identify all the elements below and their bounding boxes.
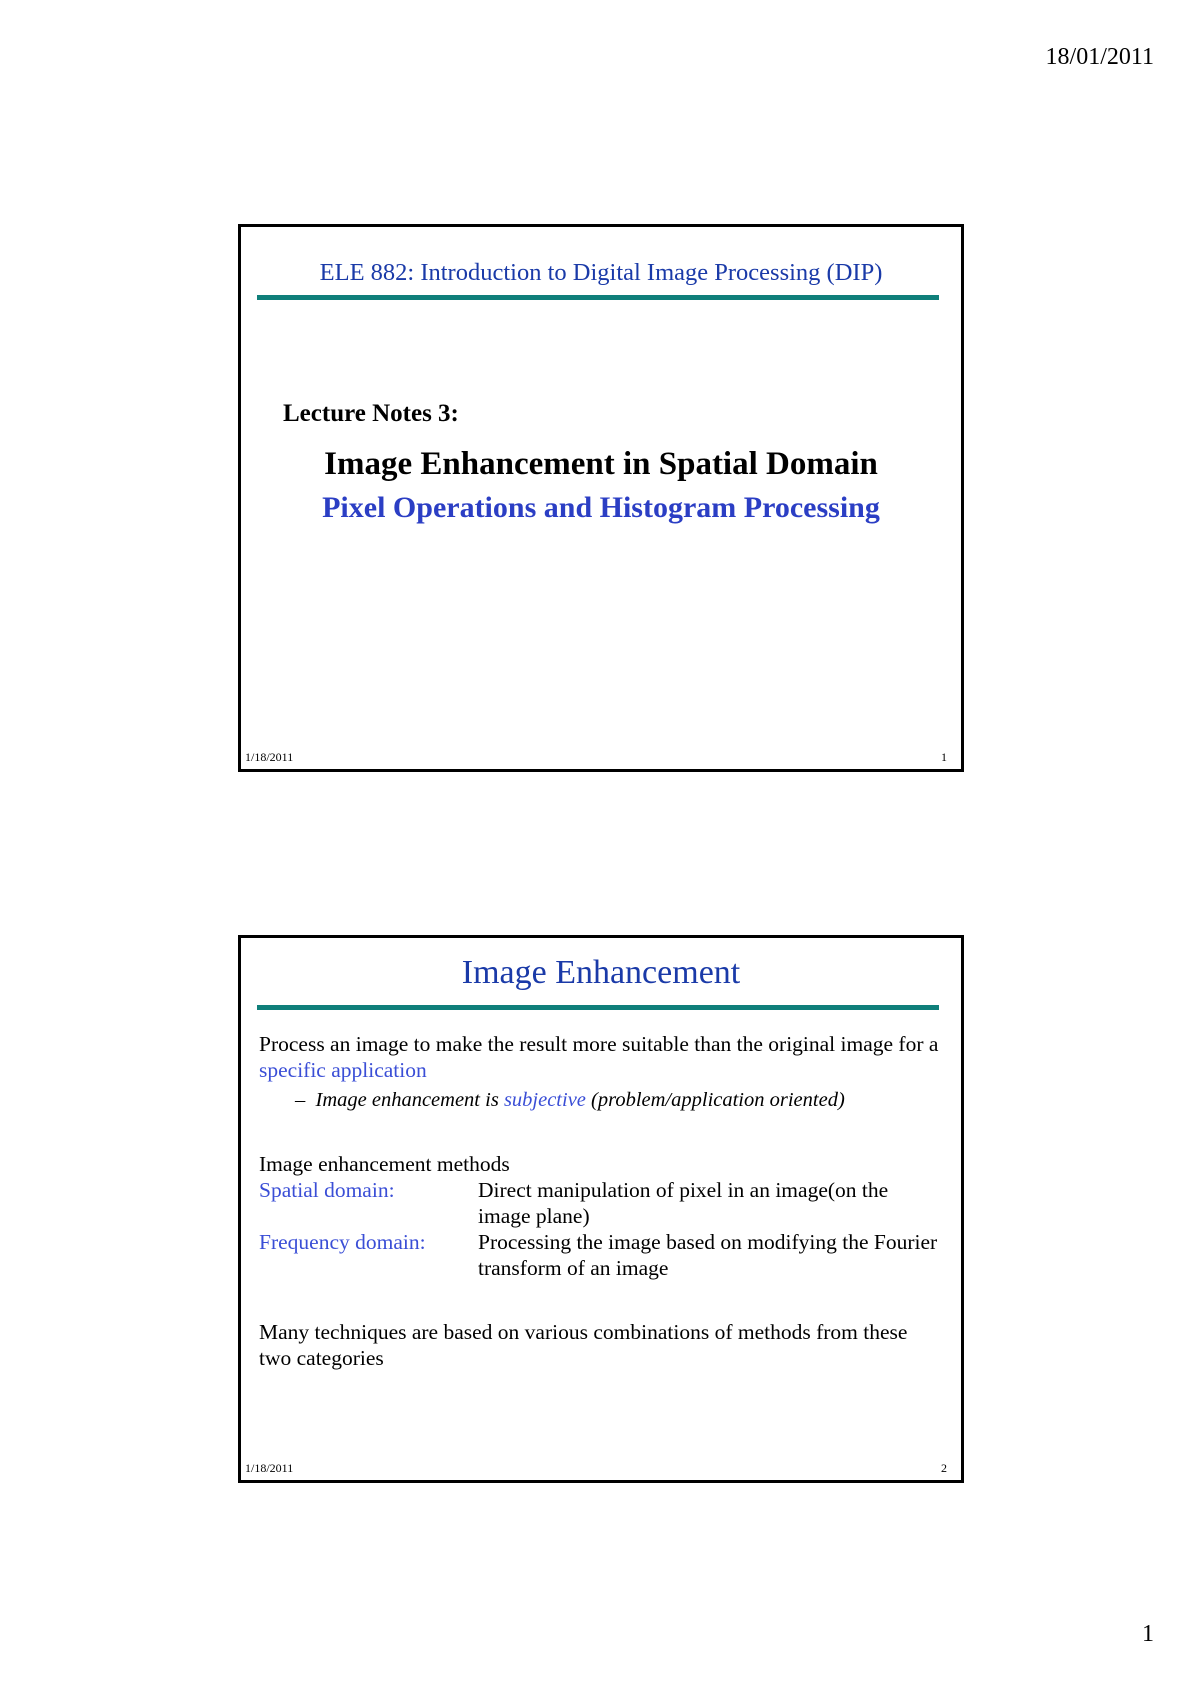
bullet-highlight: subjective [503, 1089, 586, 1111]
title-rule [257, 295, 939, 300]
method-term: Frequency domain: [259, 1230, 426, 1254]
method-description: Processing the image based on modifying the Fourier transform of an image [478, 1230, 938, 1280]
slide-number: 2 [941, 1461, 947, 1475]
methods-heading: Image enhancement methods [259, 1152, 510, 1176]
sub-bullet [295, 1087, 943, 1113]
bullet-text-end: (problem/application oriented) [585, 1089, 845, 1111]
closing-paragraph: Many techniques are based on various combinations of methods from these two categories [259, 1320, 908, 1370]
slide-title: Image Enhancement in Spatial Domain [324, 446, 878, 482]
slide-2 [238, 935, 964, 1483]
slide-number: 1 [941, 750, 947, 764]
lecture-label: Lecture Notes 3: [283, 400, 459, 427]
title-rule [257, 1005, 939, 1010]
method-row [259, 1229, 943, 1281]
method-row [259, 1177, 943, 1229]
slide-subtitle: Pixel Operations and Histogram Processing [322, 491, 880, 524]
method-term: Spatial domain: [259, 1178, 395, 1202]
slide-footer-date: 1/18/2011 [245, 1461, 294, 1475]
intro-text: Process an image to make the result more suitable than the original image for a [259, 1032, 939, 1056]
slide-body [259, 1031, 943, 1371]
slide-title: Image Enhancement [461, 954, 741, 991]
page-number: 1 [1142, 1621, 1154, 1647]
intro-paragraph [259, 1031, 943, 1083]
bullet-text: Image enhancement is [315, 1089, 504, 1111]
slide-1 [238, 224, 964, 772]
page-date: 18/01/2011 [1045, 44, 1154, 70]
intro-highlight: specific application [259, 1058, 427, 1082]
course-title: ELE 882: Introduction to Digital Image Processing (DIP) [319, 259, 883, 286]
bullet-dash: – [295, 1089, 306, 1111]
slide-footer-date: 1/18/2011 [245, 750, 294, 764]
method-description: Direct manipulation of pixel in an image(on the image plane) [478, 1178, 889, 1228]
